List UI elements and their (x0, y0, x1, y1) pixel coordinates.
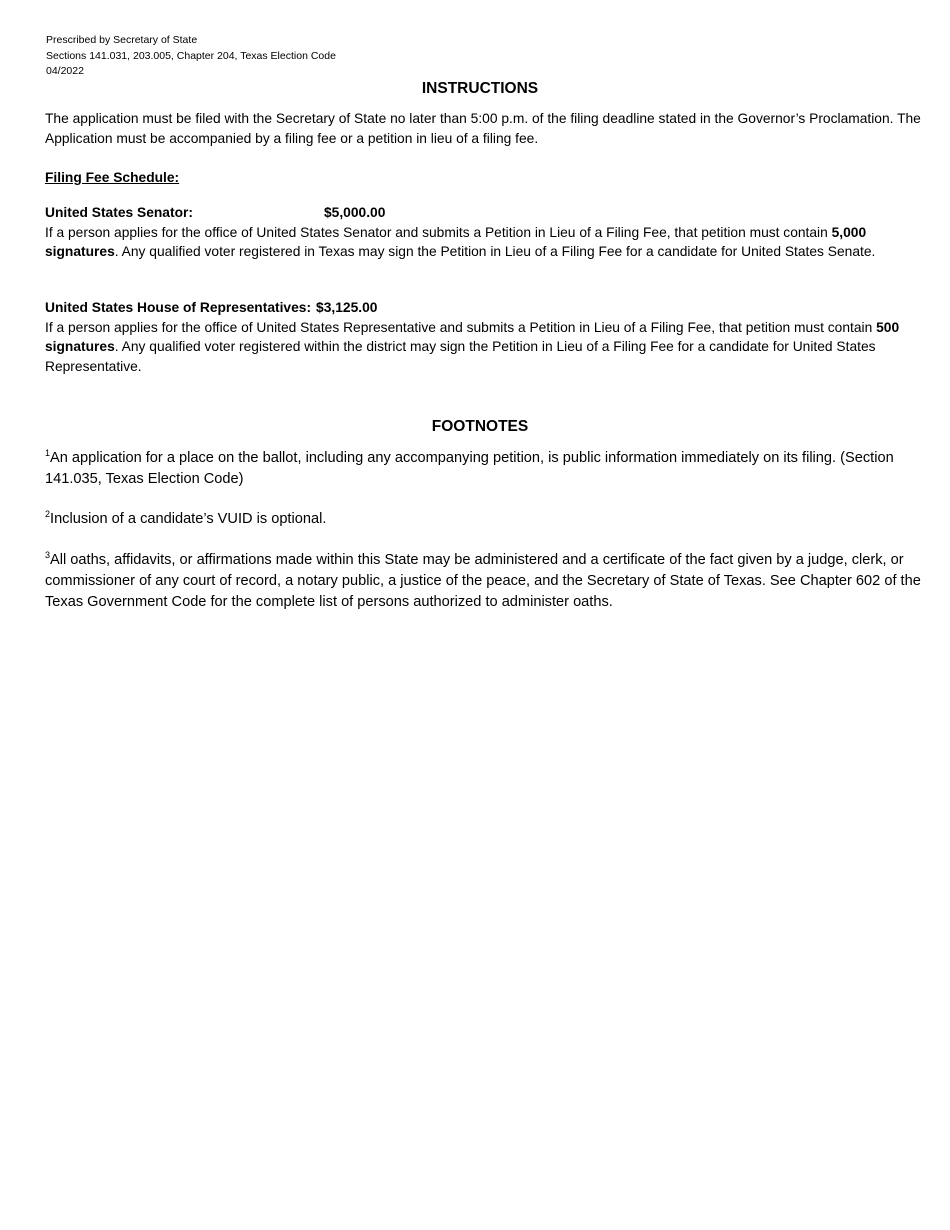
filing-fee-schedule-heading (45, 168, 925, 188)
senator-text-after: . Any qualified voter registered in Texas may sign the Petition in Lieu of a Filing Fee for a candidate for United States Senate. (114, 244, 876, 259)
footnote-1 (45, 448, 930, 490)
footnotes-title: FOOTNOTES (431, 418, 529, 435)
house-fee-label: United States House of Representatives: (45, 300, 312, 315)
footnote-3 (45, 550, 930, 612)
house-fee-amount: $3,125.00 (316, 300, 378, 315)
senator-fee-block (45, 203, 925, 262)
senator-fee-amount: $5,000.00 (324, 205, 386, 220)
statute-sections-line: Sections 141.031, 203.005, Chapter 204, Texas Election Code (46, 49, 336, 62)
house-text-before: If a person applies for the office of United States Representative and submits a Petition in Lieu of a Filing Fee, that petition must contain (45, 319, 877, 335)
house-fee-block (45, 298, 925, 376)
senator-fee-row (45, 203, 925, 223)
footnote-text: An application for a place on the ballot, including any accompanying petition, is public information immediately on its filing. (Section 141.035, Texas Election Code) (45, 450, 894, 487)
form-date-line: 04/2022 (46, 65, 84, 77)
prescribed-by-line: Prescribed by Secretary of State (46, 34, 198, 46)
fee-schedule-heading-text: Filing Fee Schedule: (45, 170, 180, 185)
senator-fee-description (45, 223, 925, 262)
footnote-marker: 1 (45, 448, 51, 458)
senator-text-before: If a person applies for the office of United States Senator and submits a Petition in Lieu of a Filing Fee, that petition must contain (45, 224, 832, 240)
house-text-after: . Any qualified voter registered within the district may sign the Petition in Lieu of a Filing Fee for a candidate for United States Representative. (45, 339, 876, 374)
senator-fee-label: United States Senator: (45, 205, 193, 220)
footnote-2 (45, 509, 930, 530)
form-header (46, 33, 336, 80)
house-fee-row (45, 298, 925, 318)
senator-signatures-count: 5,000 signatures (45, 224, 867, 259)
footnote-text: All oaths, affidavits, or affirmations made within this State may be administered and a certificate of the fact given by a judge, clerk, or commissioner of any court of record, a notary public, a justice of the peace, and the Secretary of State of Texas. See Chapter 602 of the Texas Government Code for the complete list of persons authorized to administer oaths. (45, 552, 921, 610)
house-fee-description (45, 318, 925, 377)
footnote-marker: 2 (45, 509, 51, 519)
footnote-marker: 3 (45, 550, 51, 560)
instructions-title: INSTRUCTIONS (421, 80, 539, 97)
footnote-text: Inclusion of a candidate’s VUID is optional. (50, 511, 327, 527)
house-signatures-count: 500 signatures (45, 319, 900, 354)
instructions-intro: The application must be filed with the Secretary of State no later than 5:00 p.m. of the filing deadline stated in the Governor’s Proclamation. The Application must be accompanied by a filing fee or a petition in lieu of a filing fee. (45, 111, 921, 146)
